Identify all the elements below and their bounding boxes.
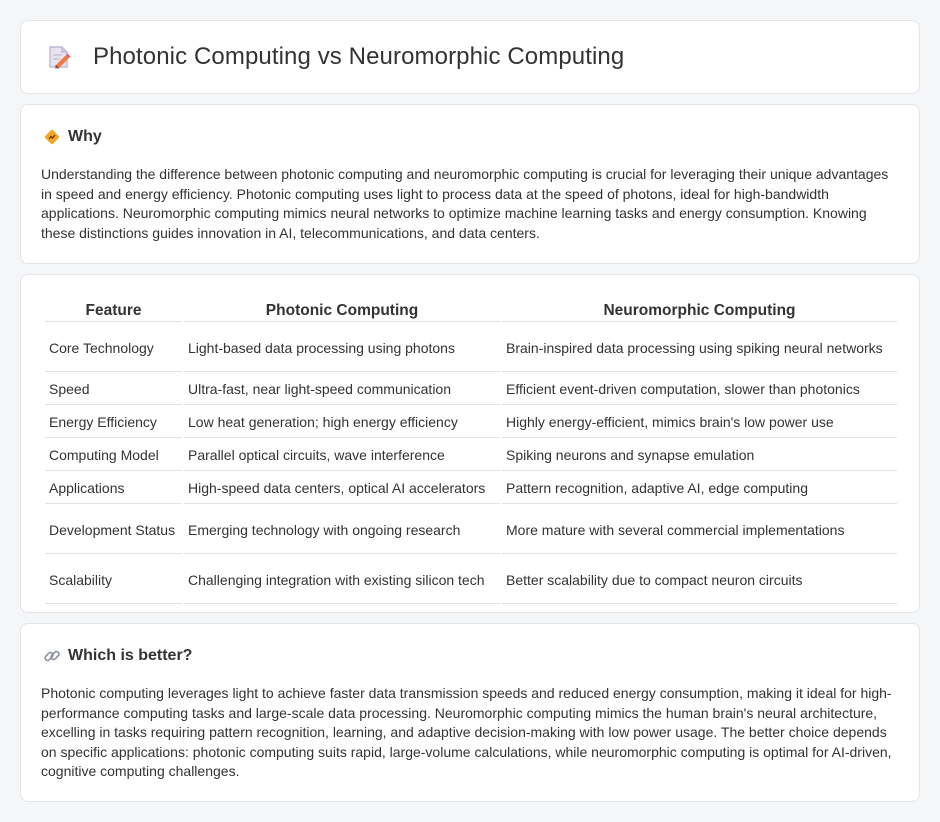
table-row <box>45 374 897 405</box>
which-is-better-card <box>20 623 920 802</box>
document-edit-icon <box>47 44 71 70</box>
feature-cell: Applications <box>45 473 182 504</box>
diamond-road-sign-icon <box>43 128 61 146</box>
photonic-cell: Ultra-fast, near light-speed communication <box>184 374 500 405</box>
photonic-cell: Challenging integration with existing silicon tech <box>184 556 500 604</box>
comparison-card <box>20 274 920 613</box>
feature-cell: Computing Model <box>45 440 182 471</box>
feature-cell: Core Technology <box>45 324 182 372</box>
page-title: Photonic Computing vs Neuromorphic Computing <box>93 43 625 70</box>
photonic-cell: High-speed data centers, optical AI accelerators <box>184 473 500 504</box>
photonic-cell: Low heat generation; high energy efficiency <box>184 407 500 438</box>
neuromorphic-cell: Better scalability due to compact neuron circuits <box>502 556 897 604</box>
better-text: Photonic computing leverages light to achieve faster data transmission speeds and reduced energy consumption, making it ideal for high-performance computing tasks and large-scale data processing. Neuromorphic computing mimics the human brain's neural architecture, excelling in tasks requiring pattern recognition, learning, and adaptive decision-making with low power usage. The better choice depends on specific applications: photonic computing suits rapid, large-volume calculations, while neuromorphic computing is optimal for AI-driven, cognitive computing challenges. <box>41 685 892 779</box>
better-heading <box>43 647 192 665</box>
feature-cell: Scalability <box>45 556 182 604</box>
neuromorphic-cell: Spiking neurons and synapse emulation <box>502 440 897 471</box>
table-row <box>45 556 897 604</box>
comparison-table <box>43 296 899 606</box>
neuromorphic-cell: Brain-inspired data processing using spiking neural networks <box>502 324 897 372</box>
header-photonic: Photonic Computing <box>184 298 500 322</box>
photonic-cell: Light-based data processing using photons <box>184 324 500 372</box>
table-row <box>45 506 897 554</box>
why-card <box>20 104 920 264</box>
header-neuromorphic: Neuromorphic Computing <box>502 298 897 322</box>
neuromorphic-cell: Efficient event-driven computation, slower than photonics <box>502 374 897 405</box>
feature-cell: Speed <box>45 374 182 405</box>
neuromorphic-cell: More mature with several commercial implementations <box>502 506 897 554</box>
table-header-row <box>45 298 897 322</box>
why-title: Why <box>68 128 102 145</box>
why-text: Understanding the difference between photonic computing and neuromorphic computing is crucial for leveraging their unique advantages in speed and energy efficiency. Photonic computing uses light to process data at the speed of photons, ideal for high-bandwidth applications. Neuromorphic computing mimics neural networks to optimize machine learning tasks and energy consumption. Knowing these distinctions guides innovation in AI, telecommunications, and data centers. <box>41 166 889 241</box>
better-title: Which is better? <box>68 647 193 664</box>
link-icon <box>43 647 61 665</box>
photonic-cell: Parallel optical circuits, wave interference <box>184 440 500 471</box>
why-heading <box>43 128 102 146</box>
header-card <box>20 20 920 94</box>
feature-cell: Development Status <box>45 506 182 554</box>
table-row <box>45 324 897 372</box>
neuromorphic-cell: Pattern recognition, adaptive AI, edge computing <box>502 473 897 504</box>
title-row <box>47 43 624 71</box>
table-row <box>45 440 897 471</box>
header-feature: Feature <box>45 298 182 322</box>
table-row <box>45 407 897 438</box>
photonic-cell: Emerging technology with ongoing research <box>184 506 500 554</box>
feature-cell: Energy Efficiency <box>45 407 182 438</box>
neuromorphic-cell: Highly energy-efficient, mimics brain's low power use <box>502 407 897 438</box>
table-row <box>45 473 897 504</box>
